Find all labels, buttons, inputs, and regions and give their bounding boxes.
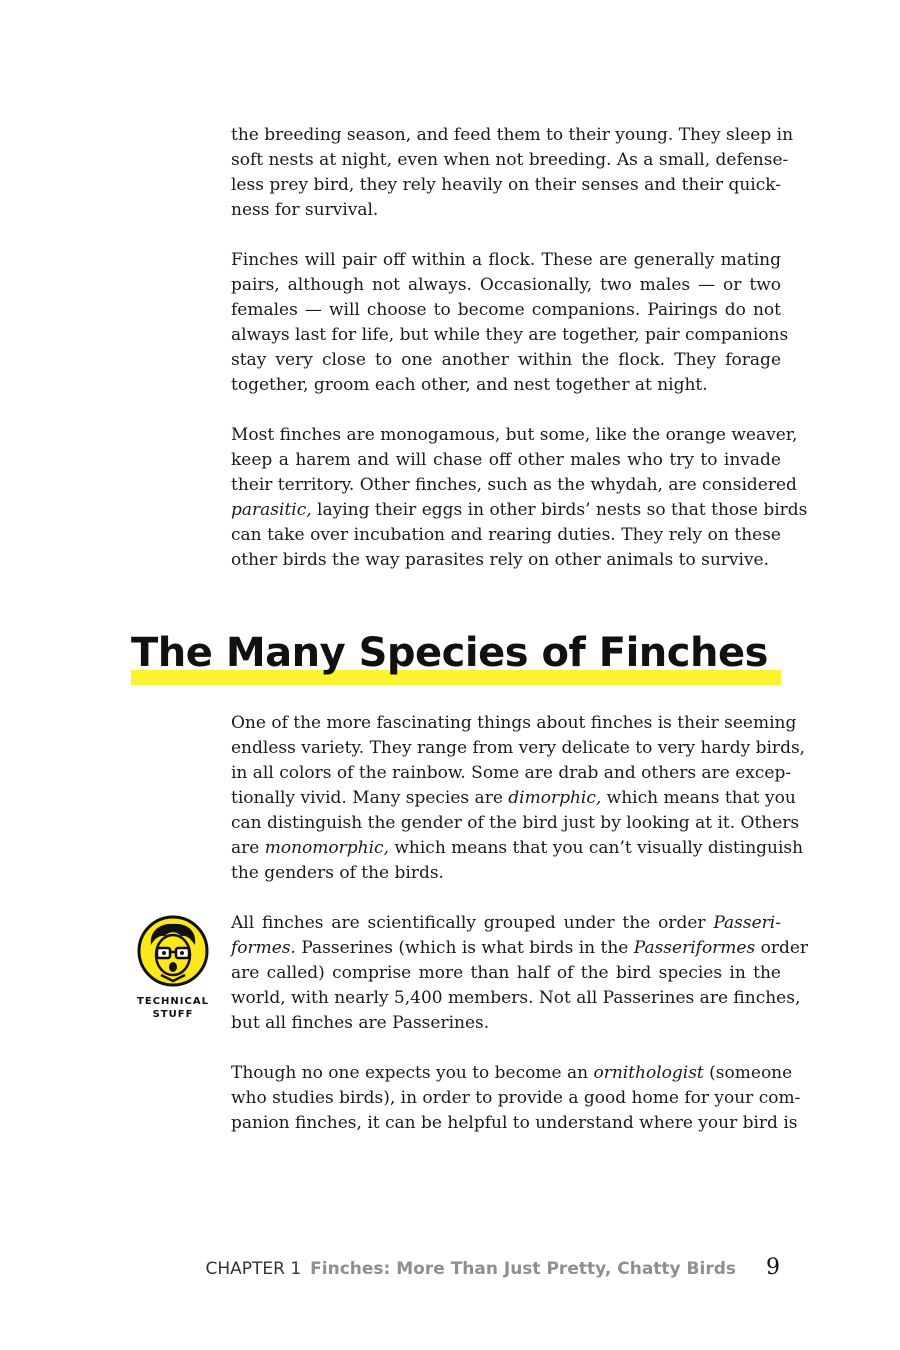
- text-line: less prey bird, they rely heavily on their senses and their quick-: [231, 175, 781, 195]
- text-line: [231, 498, 808, 523]
- text-run: order: [755, 938, 809, 958]
- italic-term: parasitic,: [231, 500, 312, 520]
- text-line: [231, 836, 804, 861]
- text-line: always last for life, but while they are together, pair companions: [231, 325, 789, 345]
- italic-term: ornithologist: [593, 1063, 704, 1083]
- section-heading: [131, 626, 781, 686]
- text-run: Though no one expects you to become an: [231, 1063, 594, 1083]
- text-line: their territory. Other finches, such as the whydah, are considered: [231, 475, 797, 495]
- text-run: are: [231, 838, 265, 858]
- text-line: but all finches are Passerines.: [231, 1013, 490, 1033]
- text-line: are called) comprise more than half of the bird species in the: [231, 963, 781, 983]
- text-line: [231, 936, 809, 961]
- text-line: other birds the way parasites rely on other animals to survive.: [231, 550, 770, 570]
- text-line: panion finches, it can be helpful to understand where your bird is: [231, 1113, 798, 1133]
- paragraph-2: [231, 248, 789, 398]
- italic-term: Passeri-: [713, 913, 781, 933]
- italic-term: formes.: [231, 938, 296, 958]
- text-run: which means that you can’t visually distinguish: [388, 838, 804, 858]
- paragraph-6: [231, 1061, 801, 1136]
- text-line: Most finches are monogamous, but some, like the orange weaver,: [231, 425, 798, 445]
- text-line: who studies birds), in order to provide a good home for your com-: [231, 1088, 801, 1108]
- text-run: tionally vivid. Many species are: [231, 788, 509, 808]
- italic-term: Passeriformes: [633, 938, 756, 958]
- page-footer: [205, 1255, 780, 1283]
- text-line: in all colors of the rainbow. Some are drab and others are excep-: [231, 763, 792, 783]
- text-line: can distinguish the gender of the bird just by looking at it. Others: [231, 813, 800, 833]
- text-run: which means that you: [601, 788, 796, 808]
- footer-chapter: CHAPTER 1: [205, 1259, 302, 1279]
- text-line: keep a harem and will chase off other males who try to invade: [231, 450, 781, 470]
- text-line: Finches will pair off within a flock. These are generally mating: [231, 250, 781, 270]
- text-line: endless variety. They range from very delicate to very hardy birds,: [231, 738, 806, 758]
- text-line: can take over incubation and rearing duties. They rely on these: [231, 525, 781, 545]
- text-run: Passerines (which is what birds in the: [295, 938, 634, 958]
- paragraph-5: [231, 911, 809, 1036]
- icon-label-line: STUFF: [152, 1009, 194, 1020]
- italic-term: monomorphic,: [264, 838, 389, 858]
- text-line: pairs, although not always. Occasionally, two males — or two: [231, 275, 781, 295]
- text-line: stay very close to one another within the flock. They forage: [231, 350, 781, 370]
- footer-chapter-title: Finches: More Than Just Pretty, Chatty Birds: [310, 1259, 736, 1279]
- page-number: 9: [766, 1255, 780, 1280]
- text-line: world, with nearly 5,400 members. Not all Passerines are finches,: [231, 988, 801, 1008]
- technical-stuff-icon-block: [131, 915, 215, 1027]
- text-line: [231, 786, 796, 811]
- text-line: [231, 1061, 793, 1086]
- text-line: One of the more fascinating things about finches is their seeming: [231, 713, 797, 733]
- text-line: [231, 911, 781, 936]
- text-line: together, groom each other, and nest together at night.: [231, 375, 708, 395]
- text-run: (someone: [703, 1063, 793, 1083]
- text-run: laying their eggs in other birds’ nests so that those birds: [311, 500, 808, 520]
- section-heading-text: The Many Species of Finches: [131, 630, 768, 676]
- icon-label: [131, 995, 215, 1021]
- text-line: ness for survival.: [231, 200, 379, 220]
- technical-stuff-icon: [137, 915, 209, 987]
- paragraph-3: [231, 423, 808, 573]
- text-run: All finches are scientifically grouped under the order: [231, 913, 714, 933]
- text-line: the breeding season, and feed them to their young. They sleep in: [231, 125, 794, 145]
- text-line: the genders of the birds.: [231, 863, 444, 883]
- italic-term: dimorphic,: [508, 788, 602, 808]
- text-line: females — will choose to become companions. Pairings do not: [231, 300, 781, 320]
- paragraph-4: [231, 711, 806, 886]
- text-line: soft nests at night, even when not breeding. As a small, defense-: [231, 150, 789, 170]
- paragraph-1: [231, 123, 794, 223]
- icon-label-line: TECHNICAL: [137, 996, 209, 1007]
